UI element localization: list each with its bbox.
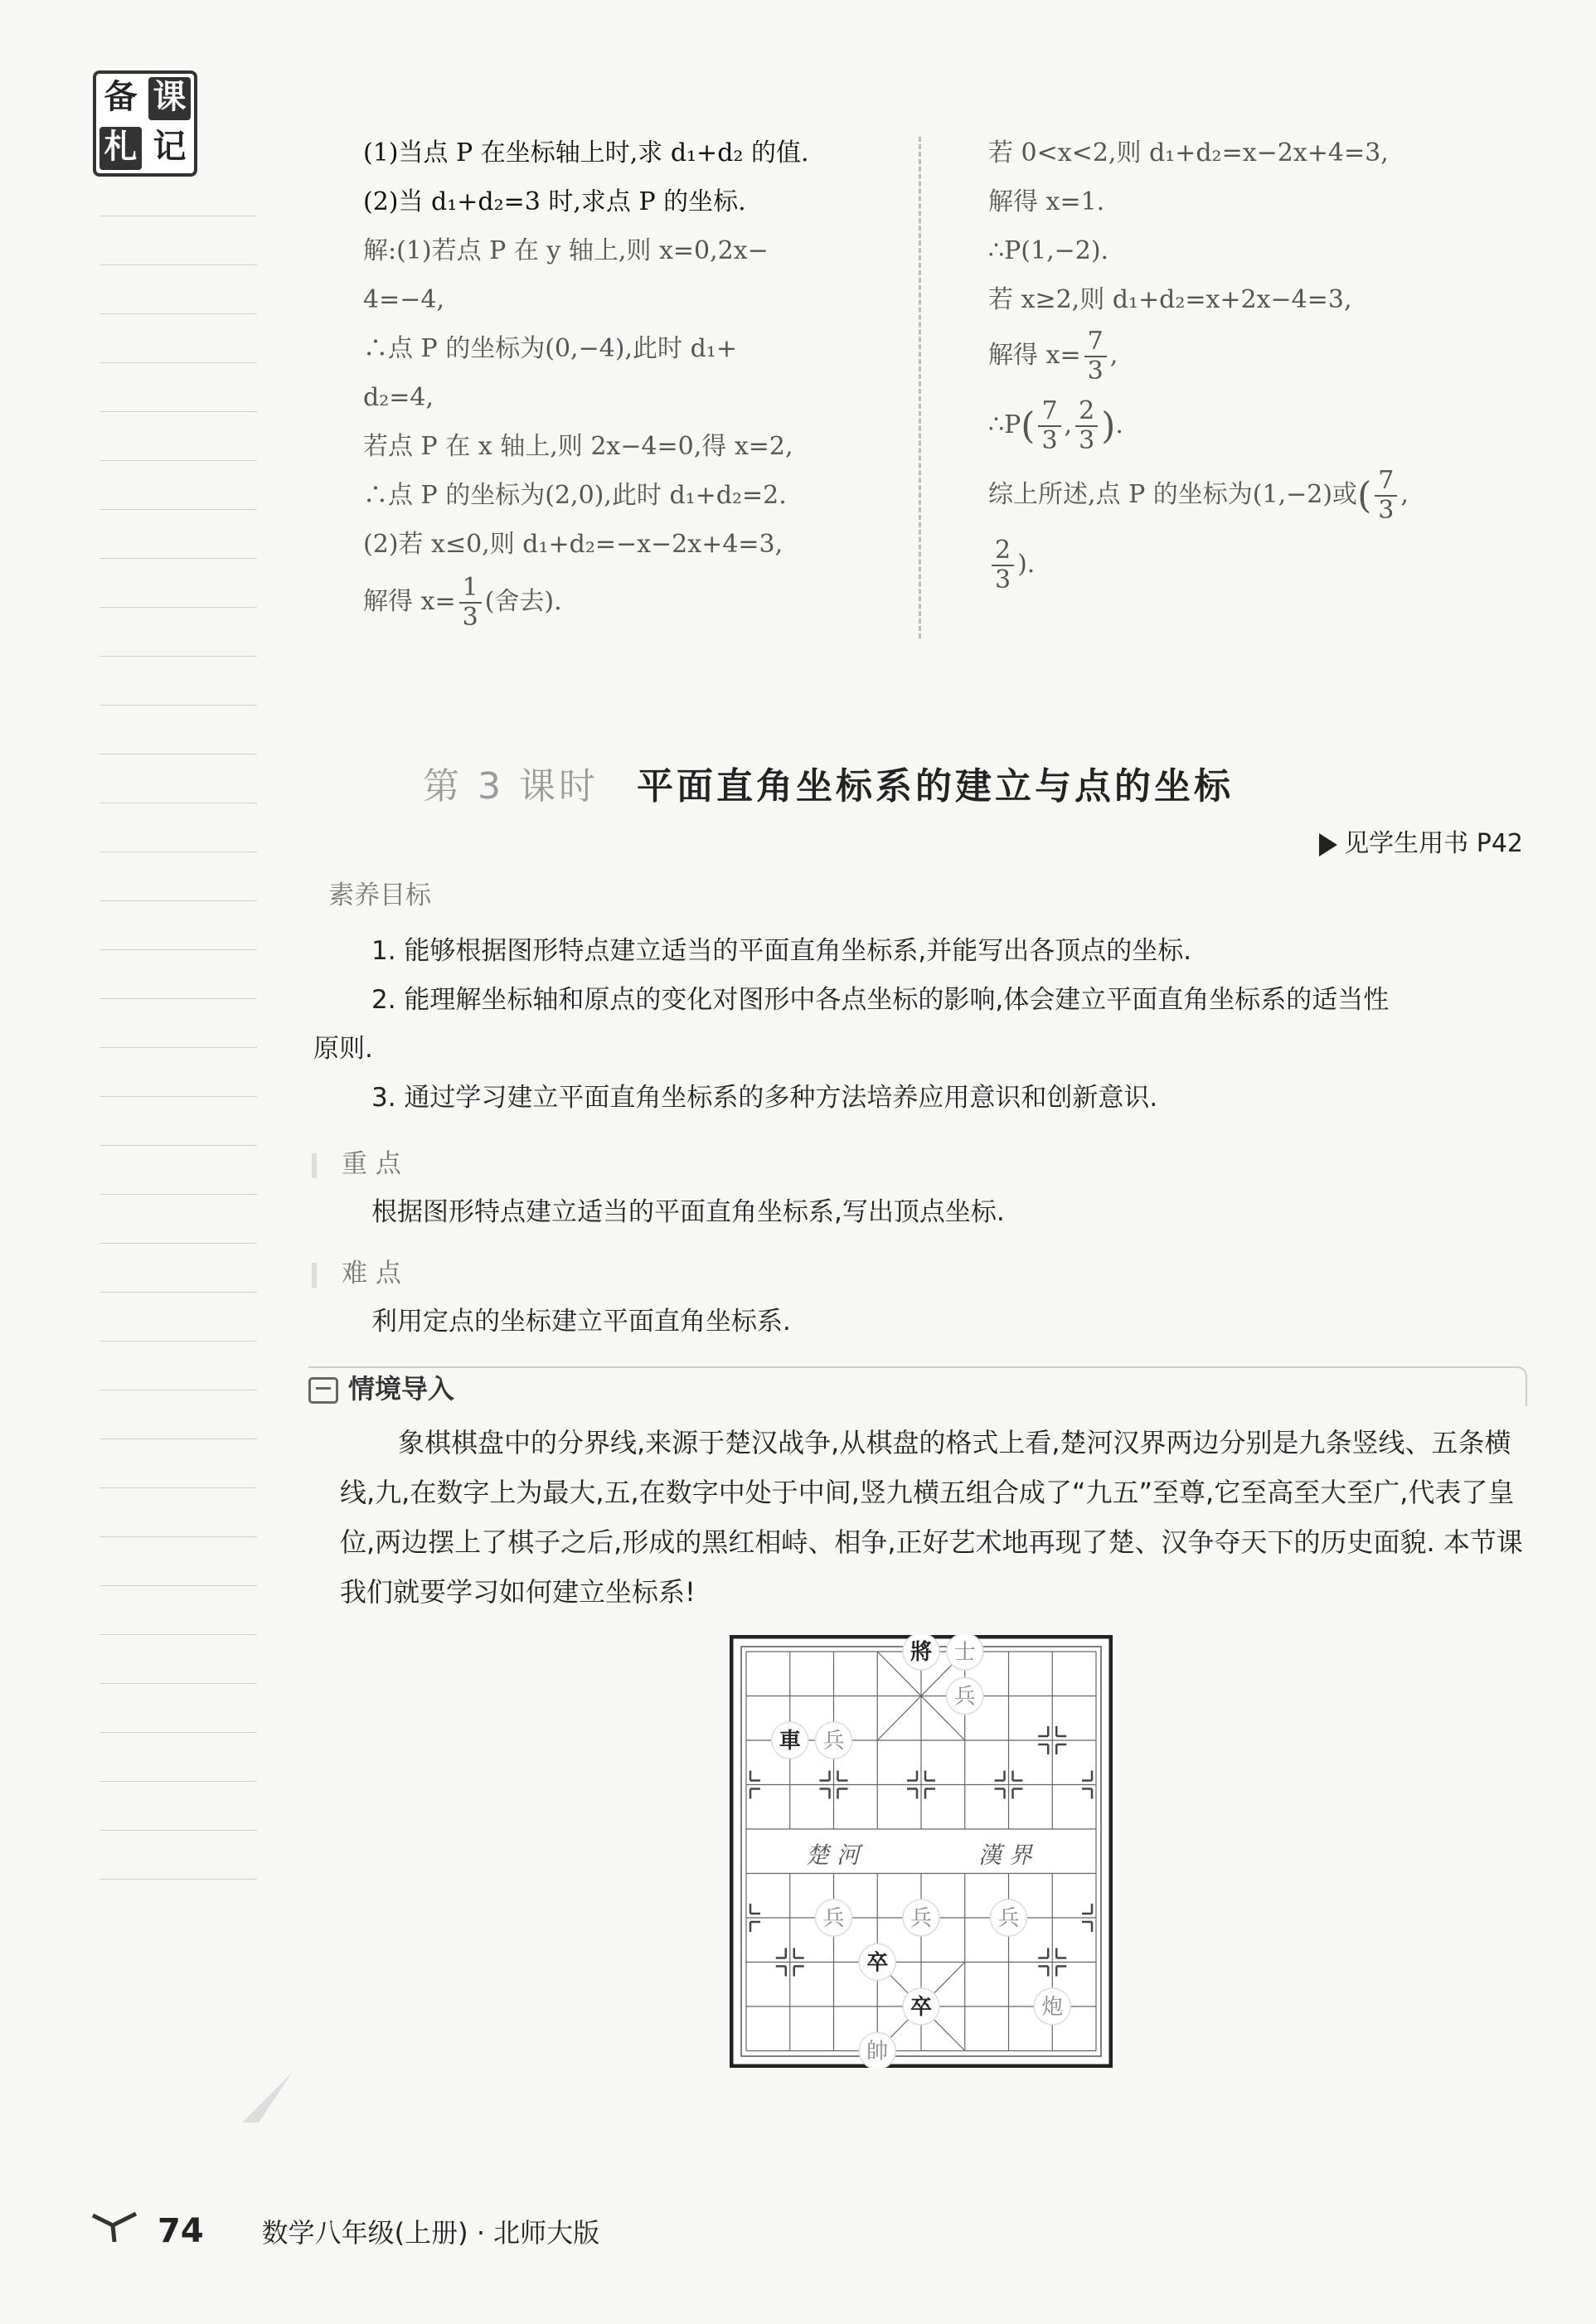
solution-line: 解:(1)若点 P 在 y 轴上,则 x=0,2x− [363,236,769,265]
screen-icon [308,1377,338,1404]
chess-piece-label: 兵 [953,1684,976,1710]
intro-title: 情境导入 [308,1368,466,1406]
key-point-label: 重 点 [312,1143,401,1180]
question-line: (2)当 d₁+d₂=3 时,求点 P 的坐标. [363,187,746,216]
solution-line: 解得 x=1. [988,187,1105,216]
chess-piece-label: 兵 [822,1906,845,1931]
lesson-name: 平面直角坐标系的建立与点的坐标 [636,765,1234,808]
intro-paragraph: 象棋棋盘中的分界线,来源于楚汉战争,从棋盘的格式上看,楚河汉界两边分别是九条竖线、五条横线,九,在数字上为最大,五,在数字中处于中间,竖九横五组合成了“九五”至尊,它至高至大至广,代表了皇位,两边摆上了棋子之后,形成的黑红相峙、相争,正好艺术地再现了楚、汉争夺天下的历史面貌. 本节课我们就要学习如何建立坐标系! [340,1427,1523,1608]
chess-board-svg [730,1635,1113,2068]
lesson-title [423,756,1550,809]
solution-line: (2)若 x≤0,则 d₁+d₂=−x−2x+4=3, [363,530,783,559]
solution-line: ∴点 P 的坐标为(0,−4),此时 d₁+ [363,334,737,363]
page-number: 74 [158,2212,204,2250]
solution-line: 若 x≥2,则 d₁+d₂=x+2x−4=3, [988,285,1352,314]
chess-piece-label: 兵 [910,1906,933,1931]
chess-piece-label: 將 [910,1640,933,1665]
book-title: 数学八年级(上册) · 北师大版 [261,2217,600,2249]
chess-piece-label: 帥 [866,2039,889,2064]
badge-char: 札 [99,127,142,170]
chess-piece-label: 卒 [866,1950,889,1976]
goals-label: 素养目标 [328,881,431,910]
chess-piece-label: 卒 [910,1995,933,2020]
chess-board-figure [730,1635,1113,2068]
goal-item: 1. 能够根据图形特点建立适当的平面直角坐标系,并能写出各顶点的坐标. [371,936,1192,966]
solution-line: 4=−4, [363,285,444,314]
chess-piece-label: 兵 [997,1906,1020,1931]
river-text-han: 漢 界 [978,1841,1032,1869]
goal-item: 2. 能理解坐标轴和原点的变化对图形中各点坐标的影响,体会建立平面直角坐标系的适当性 [371,985,1390,1015]
difficult-point-label: 难 点 [312,1252,401,1289]
solution-line: 若点 P 在 x 轴上,则 2x−4=0,得 x=2, [363,432,793,461]
lesson-number: 第 3 课时 [423,765,599,808]
goals-list [313,927,1549,1123]
play-triangle-icon [1319,833,1337,856]
chess-piece-label: 兵 [822,1729,845,1754]
student-book-reference: 见学生用书 P42 [1319,822,1523,859]
chess-piece-label: 車 [779,1729,801,1754]
solution-left-column [363,129,894,632]
solution-line-fraction: 解得 x= $\frac{1}{3}$ (舍去). [363,573,562,632]
goal-item: 3. 通过学习建立平面直角坐标系的多种方法培养应用意识和创新意识. [371,1083,1158,1113]
intro-frame [308,1366,1527,1406]
solution-line-conclusion: 综上所述,点 P 的坐标为(1,−2)或( $\frac{7}{3}$ , [988,466,1409,525]
badge-char: 记 [153,128,187,166]
river-text-chu: 楚 河 [806,1841,860,1869]
notes-badge [93,70,197,177]
chess-piece-label: 炮 [1041,1995,1064,2020]
solution-right-column [988,129,1552,594]
corner-decoration [242,2073,292,2123]
goal-item-cont: 原则. [313,1034,373,1064]
chess-piece-label: 士 [953,1640,976,1665]
question-line: (1)当点 P 在坐标轴上时,求 d₁+d₂ 的值. [363,138,809,167]
margin-note-lines [99,216,257,1928]
badge-char: 备 [104,78,138,116]
solution-line-conclusion-cont: $\frac{2}{3}$ ). [988,536,1552,594]
page-footer [83,2212,599,2250]
solution-line: d₂=4, [363,383,434,412]
difficult-point-text: 利用定点的坐标建立平面直角坐标系. [371,1307,791,1337]
solution-line-fraction: 解得 x= $\frac{7}{3}$ , [988,327,1118,386]
solution-line: ∴点 P 的坐标为(2,0),此时 d₁+d₂=2. [363,481,787,510]
badge-char: 课 [148,77,191,120]
column-divider [919,137,921,638]
solution-line: 若 0<x<2,则 d₁+d₂=x−2x+4=3, [988,138,1389,167]
fraction: $\frac{1}{3}$ [459,574,482,632]
solution-line-point: ∴P( $\frac{7}{3}$ , $\frac{2}{3}$ ). [988,396,1123,455]
key-point-text: 根据图形特点建立适当的平面直角坐标系,写出顶点坐标. [371,1197,1005,1227]
solution-line: ∴P(1,−2). [988,236,1109,265]
